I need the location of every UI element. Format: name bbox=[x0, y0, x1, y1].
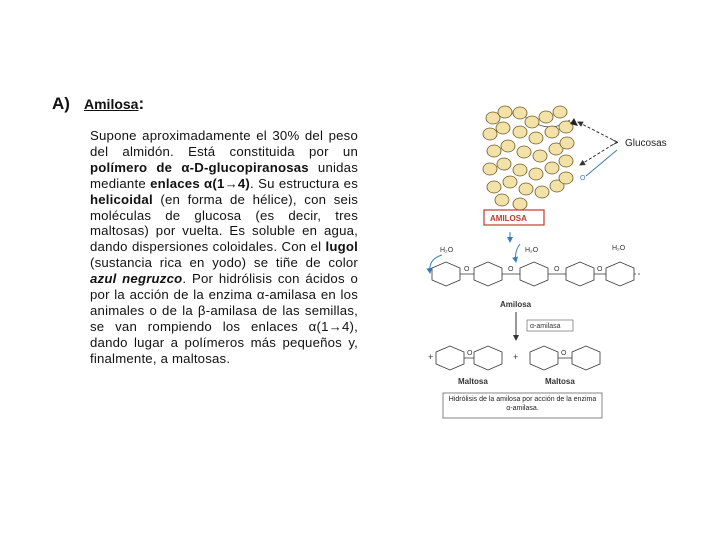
section-title: Amilosa bbox=[84, 96, 139, 112]
enzyme-label: α-amilasa bbox=[530, 323, 561, 330]
glucosas-label: Glucosas bbox=[625, 138, 667, 149]
plus-sign: + bbox=[428, 352, 434, 362]
oxygen-label: O bbox=[561, 350, 567, 357]
text-run: . Su estructura es bbox=[250, 175, 358, 191]
amilosa-chain-label: Amilosa bbox=[500, 300, 532, 309]
water-arrow bbox=[430, 255, 442, 273]
water-arrow bbox=[516, 244, 521, 262]
oxygen-label: O bbox=[554, 266, 560, 273]
bold-term: helicoidal bbox=[90, 191, 153, 207]
oxygen-label: O bbox=[464, 266, 470, 273]
maltosa-label: Maltosa bbox=[458, 377, 488, 386]
amilosa-box-label: AMILOSA bbox=[490, 214, 527, 223]
oxygen-label: O bbox=[508, 266, 514, 273]
caption-text: Hidrólisis de la amilosa por acción de la enzima α-amilasa. bbox=[448, 396, 597, 412]
blue-pointer bbox=[586, 150, 617, 176]
title-colon: : bbox=[138, 94, 145, 113]
water-label: H₂O bbox=[440, 247, 454, 254]
text-run: . Por hidrólisis con ácidos o por la acción de la enzima α-amilasa en los animales o de la β-amilasa de las semillas, se van rompiendo los enlaces α(1→4), dando lugar a polímeros más pequeños y, finalmente, a maltosas. bbox=[90, 271, 358, 366]
helix-illustration bbox=[483, 106, 574, 210]
text-run: (sustancia rica en yodo) se tiñe de color bbox=[90, 255, 358, 271]
bracket-glyph: > bbox=[612, 137, 619, 149]
oxygen-label: O bbox=[597, 266, 603, 273]
blue-o-marker: O bbox=[580, 175, 586, 182]
bold-italic-term: azul negruzco bbox=[90, 271, 183, 287]
water-label: H₂O bbox=[525, 247, 539, 254]
bold-term: polímero de α-D-glucopiranosas bbox=[90, 159, 309, 175]
oxygen-label: O bbox=[467, 350, 473, 357]
text-run: Supone aproximadamente el 30% del peso del almidón. Está constituida por un bbox=[90, 128, 358, 159]
text-run: unidas mediante bbox=[90, 159, 358, 191]
bold-term: lugol bbox=[325, 239, 358, 255]
maltosa-label: Maltosa bbox=[545, 377, 575, 386]
water-label: H₂O bbox=[612, 245, 626, 252]
bold-term: enlaces α(1→4) bbox=[150, 175, 251, 191]
plus-sign: + bbox=[513, 352, 519, 362]
section-letter: A) bbox=[52, 94, 70, 113]
text-run: (en forma de hélice), con seis moléculas de glucosa (es decir, tres maltosas) por vuelta. Es soluble en agua, dando dispersiones coloidales. Con el bbox=[90, 191, 358, 255]
